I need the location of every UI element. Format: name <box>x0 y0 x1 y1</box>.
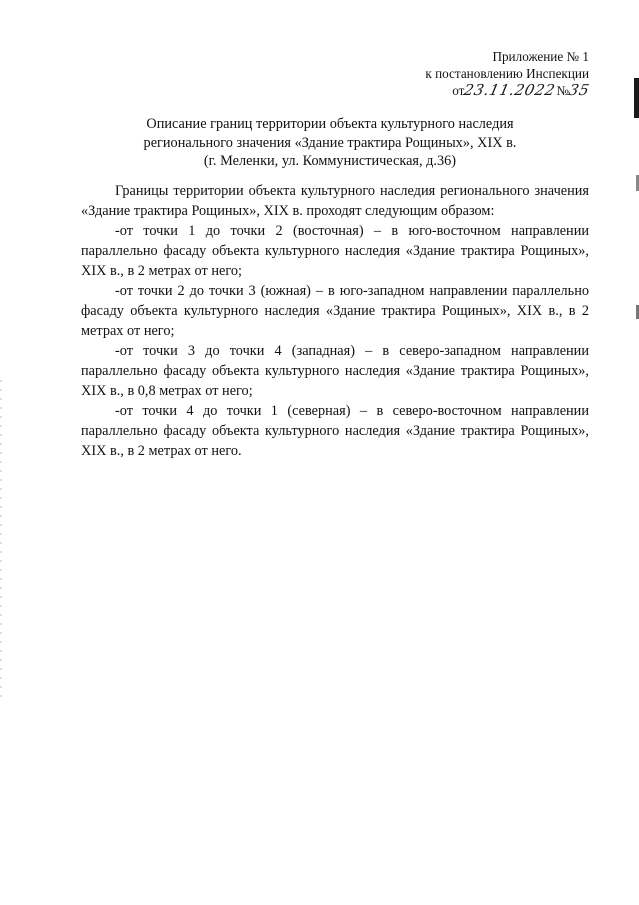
boundary-segment-3-4: -от точки 3 до точки 4 (западная) – в северо-западном направлении параллельно фасаду объекта культурного наследия «Здание трактира Рощиных», XIX в., в 0,8 метрах от него; <box>81 343 589 399</box>
number-sign: № <box>556 83 569 98</box>
document-title <box>100 115 560 171</box>
date-prefix: от <box>452 83 465 98</box>
appendix-date-line <box>425 81 592 99</box>
boundary-segment-4-1: -от точки 4 до точки 1 (северная) – в северо-восточном направлении параллельно фасаду объекта культурного наследия «Здание трактира Рощиных», XIX в., в 2 метрах от него. <box>81 403 589 459</box>
intro-paragraph: Границы территории объекта культурного наследия регионального значения «Здание трактира Рощиных», XIX в. проходят следующим образом: <box>81 183 589 219</box>
boundary-segment-1-2: -от точки 1 до точки 2 (восточная) – в юго-восточном направлении параллельно фасаду объекта культурного наследия «Здание трактира Рощиных», XIX в., в 2 метрах от него; <box>81 223 589 279</box>
document-body <box>81 181 589 461</box>
appendix-header <box>425 48 592 99</box>
boundary-segment-2-3: -от точки 2 до точки 3 (южная) – в юго-западном направлении параллельно фасаду объекта культурного наследия «Здание трактира Рощиных», XIX в., в 2 метрах от него; <box>81 283 589 339</box>
scan-margin-artifact <box>0 380 2 700</box>
title-line-1: Описание границ территории объекта культурного наследия <box>146 116 514 132</box>
appendix-reference: к постановлению Инспекции <box>425 66 589 81</box>
handwritten-number: 35 <box>567 81 592 99</box>
title-line-2: регионального значения «Здание трактира Рощиных», XIX в. <box>143 134 517 151</box>
scan-edge-mark <box>634 78 639 118</box>
appendix-number: Приложение № 1 <box>492 49 589 64</box>
handwritten-date: 23.11.2022 <box>462 81 558 99</box>
title-line-3: (г. Меленки, ул. Коммунистическая, д.36) <box>203 153 457 170</box>
